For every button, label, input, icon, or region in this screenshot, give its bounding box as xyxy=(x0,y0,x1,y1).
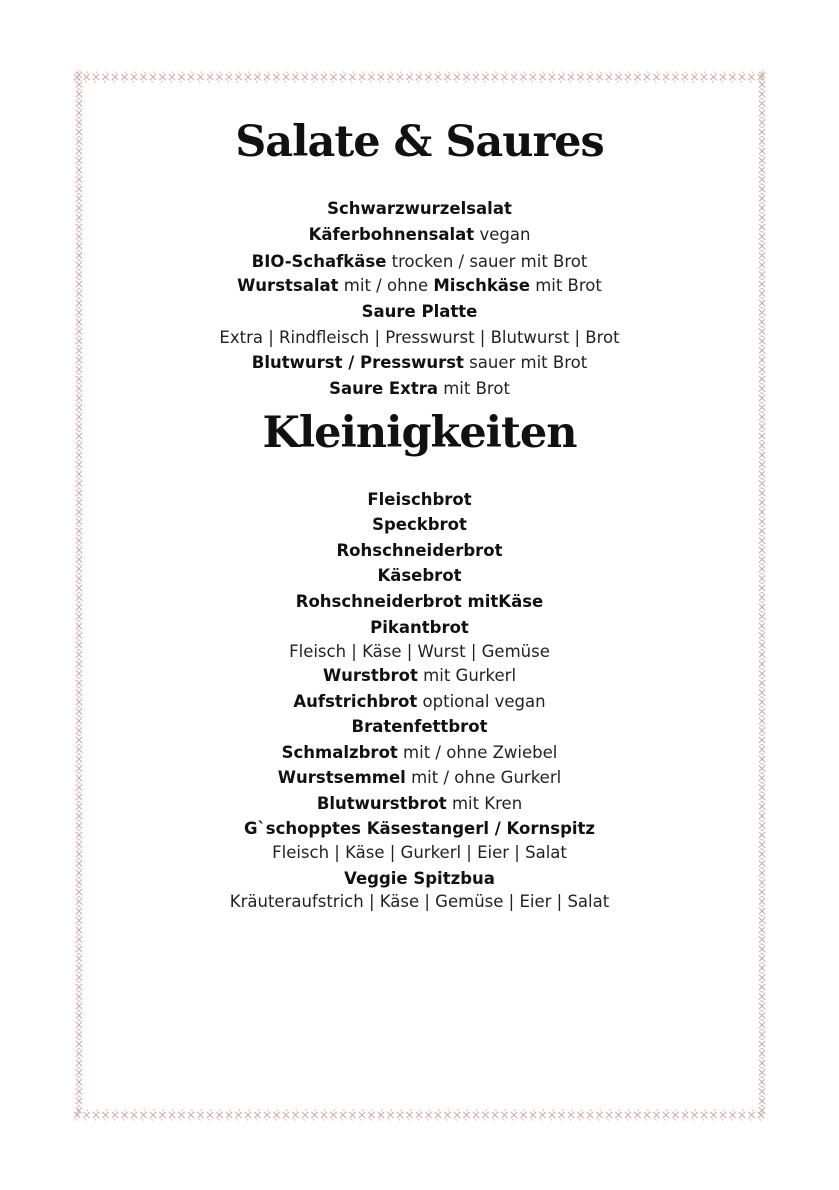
item-name-2: Mischkäse xyxy=(433,276,530,295)
menu-item-detail xyxy=(0,842,839,864)
item-note: Fleisch | Käse | Wurst | Gemüse xyxy=(289,642,550,661)
item-name: BIO-Schafkäse xyxy=(251,252,387,271)
item-name: Saure Platte xyxy=(361,302,478,321)
menu-item xyxy=(0,665,839,687)
menu-item xyxy=(0,224,839,246)
item-note: mit Kren xyxy=(451,794,523,813)
item-note: sauer mit Brot xyxy=(469,353,588,372)
item-name: Schwarzwurzelsalat xyxy=(327,199,512,218)
menu-item-detail xyxy=(0,641,839,663)
item-note-2: mit Brot xyxy=(535,276,602,295)
item-name: Blutwurst / Presswurst xyxy=(251,353,464,372)
menu-item xyxy=(0,352,839,374)
item-name: Aufstrichbrot xyxy=(293,692,418,711)
item-name: Speckbrot xyxy=(372,515,467,534)
item-note: vegan xyxy=(479,225,531,244)
menu-item xyxy=(0,565,839,587)
item-name: G`schopptes Käsestangerl / Kornspitz xyxy=(243,819,596,838)
section-title-salate: Salate & Saures xyxy=(235,117,604,167)
item-note: mit Brot xyxy=(443,379,510,398)
menu-item xyxy=(0,198,839,220)
border-bottom xyxy=(72,1108,769,1122)
menu-item xyxy=(0,251,839,273)
item-name: Veggie Spitzbua xyxy=(344,869,495,888)
item-note: Fleisch | Käse | Gurkerl | Eier | Salat xyxy=(272,843,567,862)
menu-item xyxy=(0,514,839,536)
item-name: Wurstbrot xyxy=(322,666,418,685)
menu-item xyxy=(0,275,839,297)
item-name: Schmalzbrot xyxy=(281,743,398,762)
section-title-kleinigkeiten: Kleinigkeiten xyxy=(262,408,577,458)
menu-item xyxy=(0,793,839,815)
menu-item xyxy=(0,691,839,713)
item-note: trocken / sauer mit Brot xyxy=(391,252,588,271)
menu-item xyxy=(0,742,839,764)
item-note: mit / ohne xyxy=(343,276,429,295)
menu-item xyxy=(0,868,839,890)
item-name: Rohschneiderbrot mitKäse xyxy=(295,592,544,611)
menu-item xyxy=(0,767,839,789)
menu-item xyxy=(0,301,839,323)
menu-item xyxy=(0,489,839,511)
item-note: Kräuteraufstrich | Käse | Gemüse | Eier | Salat xyxy=(229,892,610,911)
menu-item xyxy=(0,540,839,562)
item-name: Saure Extra xyxy=(329,379,438,398)
menu-item xyxy=(0,617,839,639)
border-top xyxy=(72,70,769,84)
item-name: Wurstsalat xyxy=(237,276,339,295)
item-name: Käferbohnensalat xyxy=(308,225,475,244)
menu-item-detail xyxy=(0,327,839,349)
item-name: Käsebrot xyxy=(377,566,462,585)
item-name: Fleischbrot xyxy=(367,490,472,509)
item-note: optional vegan xyxy=(422,692,546,711)
menu-item xyxy=(0,378,839,400)
item-name: Blutwurstbrot xyxy=(316,794,447,813)
item-name: Rohschneiderbrot xyxy=(336,541,503,560)
menu-item xyxy=(0,818,839,840)
item-name: Bratenfettbrot xyxy=(351,717,488,736)
item-note: mit Gurkerl xyxy=(423,666,517,685)
menu-item-detail xyxy=(0,891,839,913)
item-note: mit / ohne Zwiebel xyxy=(403,743,558,762)
menu-item xyxy=(0,591,839,613)
item-note: Extra | Rindfleisch | Presswurst | Blutwurst | Brot xyxy=(219,328,620,347)
menu-item xyxy=(0,716,839,738)
item-name: Pikantbrot xyxy=(370,618,469,637)
item-name: Wurstsemmel xyxy=(277,768,406,787)
item-note: mit / ohne Gurkerl xyxy=(411,768,562,787)
